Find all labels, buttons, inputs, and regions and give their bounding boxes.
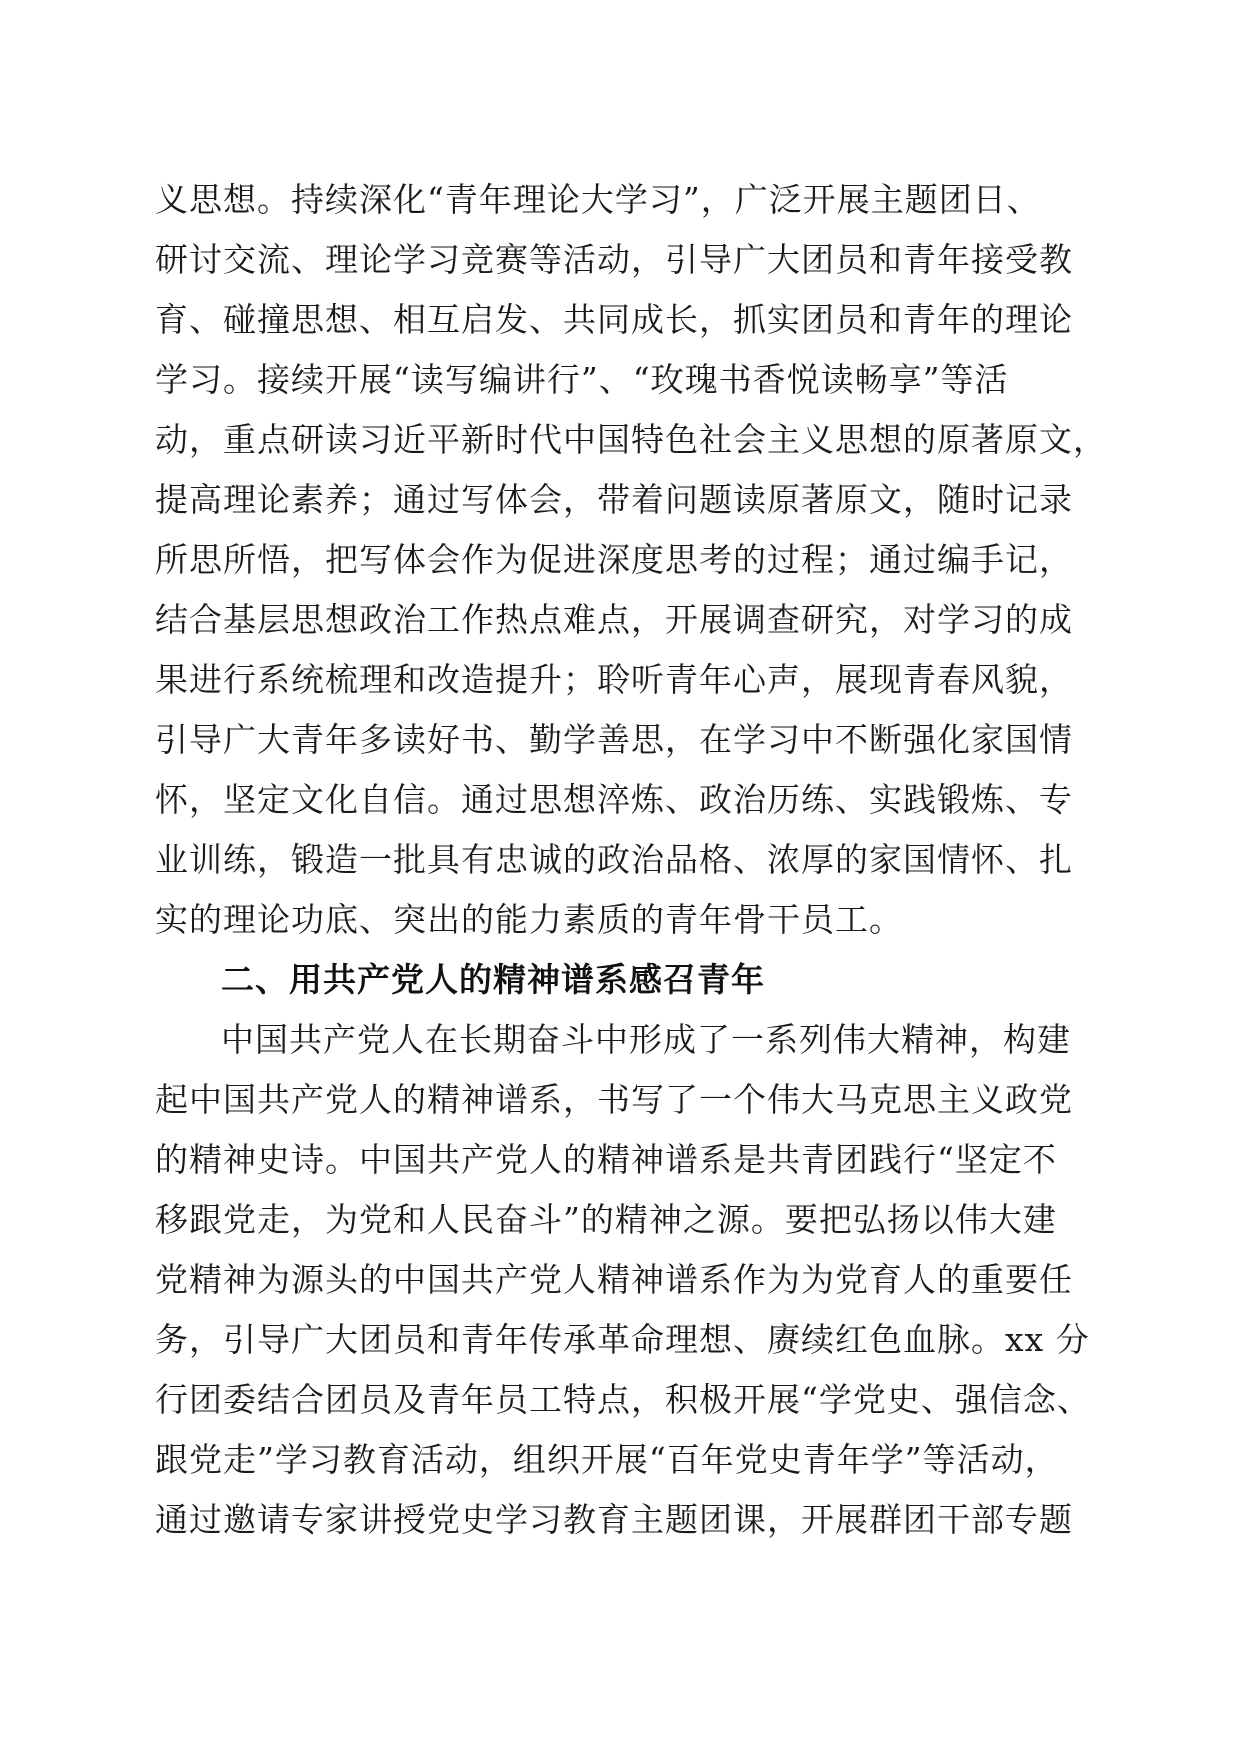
section-heading: 二、用共产党人的精神谱系感召青年 xyxy=(221,960,765,999)
paragraph-line: 提高理论素养；通过写体会，带着问题读原著原文，随时记录 xyxy=(155,480,1073,519)
paragraph-line: 结合基层思想政治工作热点难点，开展调查研究，对学习的成 xyxy=(155,600,1073,639)
paragraph-line: 跟党走”学习教育活动，组织开展“百年党史青年学”等活动， xyxy=(155,1440,1059,1479)
paragraph-line: 研讨交流、理论学习竞赛等活动，引导广大团员和青年接受教 xyxy=(155,240,1073,279)
paragraph-line: 的精神史诗。中国共产党人的精神谱系是共青团践行“坚定不 xyxy=(155,1140,1057,1179)
paragraph-line: 动，重点研读习近平新时代中国特色社会主义思想的原著原文， xyxy=(155,420,1107,459)
paragraph-line: 业训练，锻造一批具有忠诚的政治品格、浓厚的家国情怀、扎 xyxy=(155,840,1073,879)
paragraph-line: 中国共产党人在长期奋斗中形成了一系列伟大精神，构建 xyxy=(221,1020,1071,1059)
paragraph-line: 果进行系统梳理和改造提升；聆听青年心声，展现青春风貌， xyxy=(155,660,1073,699)
paragraph-line: 引导广大青年多读好书、勤学善思，在学习中不断强化家国情 xyxy=(155,720,1073,759)
paragraph-line: 所思所悟，把写体会作为促进深度思考的过程；通过编手记， xyxy=(155,540,1073,579)
paragraph-line: 学习。接续开展“读写编讲行”、“玫瑰书香悦读畅享”等活 xyxy=(155,360,1009,399)
paragraph-line: 怀，坚定文化自信。通过思想淬炼、政治历练、实践锻炼、专 xyxy=(155,780,1073,819)
paragraph-line: 实的理论功底、突出的能力素质的青年骨干员工。 xyxy=(155,900,903,939)
paragraph-line: 移跟党走，为党和人民奋斗”的精神之源。要把弘扬以伟大建 xyxy=(155,1200,1057,1239)
paragraph-line: 行团委结合团员及青年员工特点，积极开展“学党史、强信念、 xyxy=(155,1380,1091,1419)
paragraph-1 xyxy=(155,170,1107,950)
paragraph-2 xyxy=(155,1010,1091,1550)
paragraph-line: 育、碰撞思想、相互启发、共同成长，抓实团员和青年的理论 xyxy=(155,300,1073,339)
paragraph-line: 务，引导广大团员和青年传承革命理想、赓续红色血脉。xx 分 xyxy=(155,1320,1090,1359)
document-body xyxy=(155,170,1107,1550)
paragraph-line: 通过邀请专家讲授党史学习教育主题团课，开展群团干部专题 xyxy=(155,1500,1073,1539)
paragraph-line: 起中国共产党人的精神谱系，书写了一个伟大马克思主义政党 xyxy=(155,1080,1073,1119)
paragraph-line: 义思想。持续深化“青年理论大学习”，广泛开展主题团日、 xyxy=(155,180,1041,219)
paragraph-line: 党精神为源头的中国共产党人精神谱系作为为党育人的重要任 xyxy=(155,1260,1073,1299)
